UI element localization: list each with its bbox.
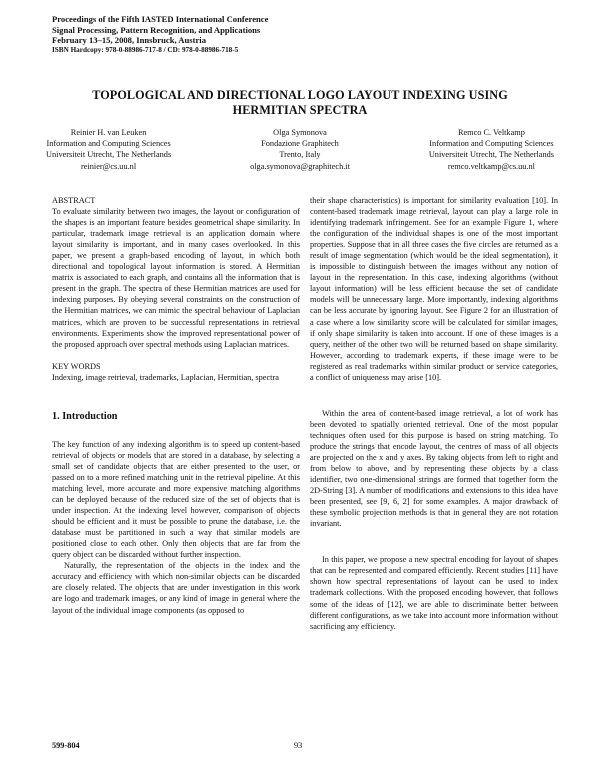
author-dept: Fondazione Graphitech xyxy=(261,139,339,149)
author-name: Reinier H. van Leuken xyxy=(70,128,147,137)
author-name: Remco C. Veltkamp xyxy=(457,128,525,137)
footer-paper-code: 599-804 xyxy=(52,741,80,750)
author-email: olga.symonova@graphitech.it xyxy=(250,161,350,171)
keywords-heading: KEY WORDS xyxy=(52,361,101,371)
author-block xyxy=(46,127,554,172)
author-org: Universiteit Utrecht, The Netherlands xyxy=(46,150,172,160)
left-column xyxy=(52,195,300,616)
intro-paragraph-2: Naturally, the representation of the objects in the index and the accuracy and efficiency with which non-similar objects can be discarded are closely related. The objects that are under investigation in this work are logo and trademark images, or any kind of image in general where the layout of the individual image components (as opposed to xyxy=(52,561,300,615)
keywords-text: Indexing, image retrieval, trademarks, Laplacian, Hermitian, spectra xyxy=(52,372,279,382)
header-line-isbn: ISBN Hardcopy: 978-0-88986-717-8 / CD: 978-0-88986-718-5 xyxy=(52,45,239,54)
author-dept: Information and Computing Sciences xyxy=(46,139,171,149)
paper-title-line-1: TOPOLOGICAL AND DIRECTIONAL LOGO LAYOUT INDEXING USING xyxy=(92,88,508,102)
intro-paragraph-3: Within the area of content-based image retrieval, a lot of work has been devoted to spatially oriented retrieval. One of the most popular techniques often used for this purpose is based on string matching. To produce the strings that encode layout, the centres of mass of all objects are projected on the x and y axes. By taking objects from left to right and from below to above, and by representing these objects by a class identifier, two one-dimensional strings are formed that together form the 2D-String [3]. A number of modifications and extensions to this idea have been presented, see [9, 6, 2] for some examples. A major drawback of these symbolic projection methods is that in general they are not rotation invariant. xyxy=(310,408,558,529)
proceedings-header xyxy=(52,14,492,55)
paper-title-line-2: HERMITIAN SPECTRA xyxy=(232,103,368,117)
intro-paragraph-1: The key function of any indexing algorithm is to speed up content-based retrieval of objects or models that are stored in a database, by selecting a small set of candidate objects that are either presented to the user, or passed on to a more refined matching unit in the retrieval pipeline. At this matching level, more accurate and more expensive matching algorithms can be deployed because of the reduced size of the set of objects that is under inspection. At the indexing level however, comparison of objects should be efficient and it must be possible to prune the database, i.e. the database must be partitioned in such a way that similar models are positioned close to each other. Only then objects that are far from the query object can be discarded without further inspection. xyxy=(52,439,300,560)
header-line-date: February 13–15, 2008, Innsbruck, Austria xyxy=(52,35,206,46)
intro-paragraph-2-continued: their shape characteristics) is important for similarity evaluation [10]. In content-based trademark image retrieval, layout can play a large role in identifying trademark infringement. See for an example Figure 1, where the configuration of the individual shapes is one of the most important properties. Suppose that in all three cases the five circles are returned as a result of image segmentation (which would be the ideal segmentation), it is impossible to distinguish between the images without any notion of layout in the representation. In this case, indexing algorithms (without layout information) will be less efficient because the set of candidate models will be unnecessary large. More importantly, indexing algorithms can be less accurate by ignoring layout. See Figure 2 for an illustration of a case where a low similarity score will be calculated for similar images, if only shape similarity is taken into account. If one of these images is a query, neither of the other two will be returned based on shape similarity. However, according to trademark experts, if these image were to be registered as real trademarks within similar product or service categories, a conflict of uniqueness may arise [10]. xyxy=(310,196,558,382)
abstract-text: To evaluate similarity between two images, the layout or configuration of the shapes is an important feature besides geometrical shape similarity. In particular, trademark image retrieval is an application domain where layout similarity is important, and in many cases overlooked. In this paper, we present a graph-based encoding of layout, in which both directional and topological layout information is stored. A Hermitian matrix is associated to each graph, and contains all the information that is present in the graph. The spectra of these Hermitian matrices are used for indexing purposes. By obeying several constraints on the construction of the Hermitian matrices, we can mimic the spectral behaviour of Laplacian matrices, which are proven to be successful representations in retrieval environments. Experiments show the improved representational power of the proposed approach over spectral methods using Laplacian matrices. xyxy=(52,207,300,349)
author-org: Universiteit Utrecht, The Netherlands xyxy=(428,150,554,160)
author-dept: Information and Computing Sciences xyxy=(429,139,554,149)
section-heading-introduction: 1. Introduction xyxy=(52,410,118,422)
paper-title xyxy=(30,88,570,118)
abstract-heading: ABSTRACT xyxy=(52,196,96,205)
author-name: Olga Symonova xyxy=(273,128,327,137)
intro-paragraph-4: In this paper, we propose a new spectral encoding for layout of shapes that can be represented and compared efficiently. Recent studies [11] have shown how spectral representations of layout can be used to index trademark collections. With the proposed encoding however, that follows some of the ideas of [12], we are able to discriminate better between different configurations, as we take into account more information without sacrificing any efficiency. xyxy=(310,555,558,631)
right-column xyxy=(310,195,558,632)
author-email: remco.veltkamp@cs.uu.nl xyxy=(447,161,535,171)
header-line-topic: Signal Processing, Pattern Recognition, and Applications xyxy=(52,24,261,35)
author-email: reinier@cs.uu.nl xyxy=(81,161,137,171)
footer-page-number: 93 xyxy=(294,741,303,750)
author-3 xyxy=(429,127,554,172)
author-1 xyxy=(46,127,171,172)
author-org: Trento, Italy xyxy=(279,150,321,160)
header-line-conference: Proceedings of the Fifth IASTED International Conference xyxy=(52,14,269,24)
author-2 xyxy=(250,127,350,172)
